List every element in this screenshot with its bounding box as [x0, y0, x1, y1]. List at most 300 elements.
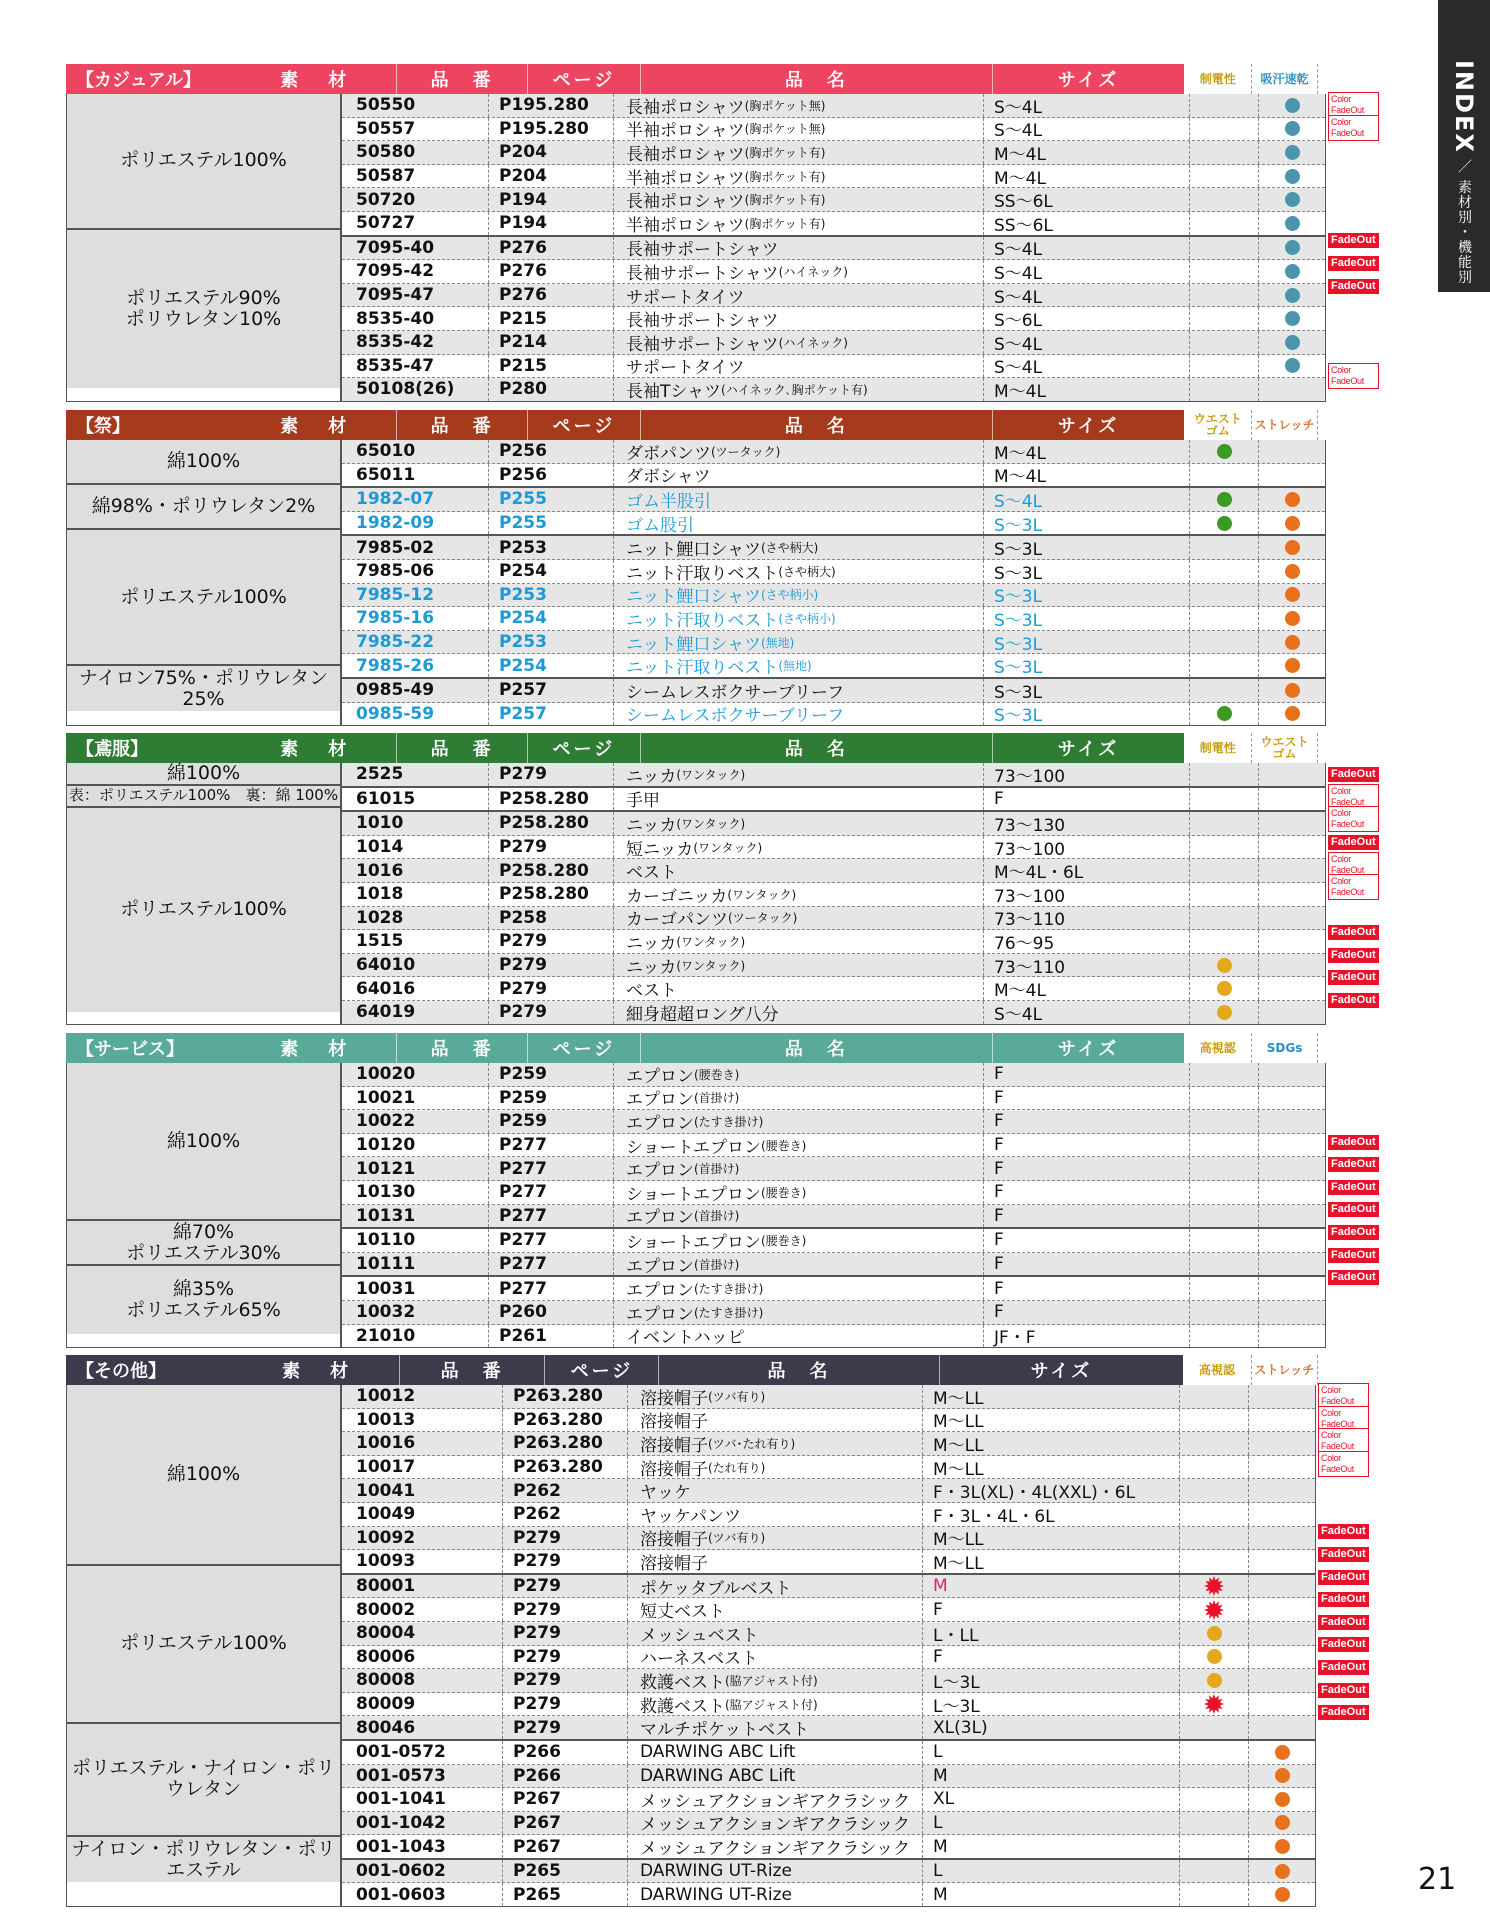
product-size: M〜4L	[983, 378, 1189, 401]
product-row	[342, 1301, 1325, 1325]
section-body	[66, 94, 1326, 402]
feature-1-cell	[1189, 464, 1258, 487]
feature-dot-icon	[1285, 587, 1300, 602]
product-name: 長袖ポロシャツ (胸ポケット有)	[613, 188, 983, 211]
product-number: 50557	[356, 118, 416, 139]
material-group: ポリエステル100%	[67, 1566, 340, 1724]
product-page: P279	[488, 836, 613, 859]
product-size: 76〜95	[983, 930, 1189, 953]
product-number: 1982-09	[356, 513, 435, 534]
product-size: M〜LL	[922, 1550, 1179, 1573]
product-page: P263.280	[502, 1432, 627, 1455]
product-page: P279	[502, 1622, 627, 1645]
product-number: 10110	[356, 1230, 416, 1251]
feature-2-cell	[1258, 954, 1325, 977]
tag-cell	[1318, 1769, 1369, 1792]
feature-1-cell	[1189, 512, 1258, 535]
tag-cell	[1318, 1679, 1369, 1702]
fadeout-tag: FadeOut	[1328, 1248, 1379, 1263]
fadeout-tag: FadeOut	[1328, 279, 1379, 294]
fadeout-tag: FadeOut	[1318, 1615, 1369, 1630]
feature-1-cell	[1179, 1622, 1248, 1645]
feature-1-cell	[1179, 1385, 1248, 1408]
product-note: (首掛け)	[694, 1162, 740, 1177]
product-size: 73〜110	[983, 954, 1189, 977]
feature-1-cell	[1179, 1527, 1248, 1550]
feature-1-cell	[1189, 859, 1258, 882]
product-page: P260	[488, 1301, 613, 1324]
section-header	[66, 410, 1318, 440]
feature-1-cell	[1189, 883, 1258, 906]
product-row	[342, 237, 1325, 261]
feature-1-cell	[1189, 631, 1258, 654]
product-size: S〜3L	[983, 512, 1189, 535]
product-row	[342, 1883, 1315, 1906]
feature-1-cell	[1189, 188, 1258, 211]
product-row	[342, 1646, 1315, 1670]
tag-cell	[1328, 1266, 1379, 1289]
product-row	[342, 307, 1325, 331]
product-page: P258.280	[488, 812, 613, 835]
product-page: P276	[488, 237, 613, 260]
product-page: P279	[502, 1598, 627, 1621]
product-note: (腰巻き)	[694, 1067, 740, 1082]
product-number: 64016	[356, 978, 416, 999]
product-note: (たすき掛け)	[694, 1282, 764, 1297]
fadeout-tag: FadeOut	[1318, 1592, 1369, 1607]
feature-1-cell	[1189, 679, 1258, 702]
size-column-label: サイズ	[992, 733, 1185, 763]
product-name: 長袖ポロシャツ (胸ポケット有)	[613, 141, 983, 164]
product-name: DARWING UT-Rize	[627, 1860, 922, 1883]
feature-dot-icon	[1285, 98, 1300, 113]
feature-1-cell	[1179, 1835, 1248, 1858]
product-rows	[342, 440, 1325, 725]
product-row	[342, 118, 1325, 142]
fadeout-tag: FadeOut	[1318, 1683, 1369, 1698]
product-name: メッシュベスト	[627, 1622, 922, 1645]
feature-1-cell	[1189, 977, 1258, 1000]
feature-1-cell	[1189, 284, 1258, 307]
product-note: (ハイネック)	[778, 335, 848, 350]
product-number: 80004	[356, 1623, 416, 1644]
product-number: 10021	[356, 1087, 416, 1108]
material-group: 綿100%	[67, 763, 340, 786]
feature-2-cell	[1248, 1479, 1315, 1502]
product-size: F	[983, 1134, 1189, 1157]
product-page: P257	[488, 679, 613, 702]
product-number: 7985-02	[356, 537, 435, 558]
feature-1-label: 高視認	[1183, 1355, 1251, 1385]
tag-cell	[1328, 252, 1379, 275]
tag-cell	[1328, 207, 1379, 230]
section-label: 【カジュアル】	[76, 70, 201, 91]
product-name: DARWING ABC Lift	[627, 1741, 922, 1764]
product-page: P279	[502, 1669, 627, 1692]
page-column-label: ページ	[527, 1033, 640, 1063]
product-number: 1028	[356, 907, 404, 928]
product-name: ショートエプロン (腰巻き)	[613, 1181, 983, 1204]
product-name: 短ニッカ (ワンタック)	[613, 836, 983, 859]
fadeout-tag: FadeOut	[1328, 1225, 1379, 1240]
material-column	[67, 1063, 342, 1347]
product-row	[342, 1181, 1325, 1205]
tag-cell	[1318, 1611, 1369, 1634]
feature-2-cell	[1248, 1812, 1315, 1835]
product-page: P277	[488, 1134, 613, 1157]
product-page: P253	[488, 631, 613, 654]
feature-2-cell	[1258, 1134, 1325, 1157]
product-note: (首掛け)	[694, 1209, 740, 1224]
material-header	[66, 410, 396, 440]
product-page: P259	[488, 1087, 613, 1110]
product-size: M〜4L	[983, 165, 1189, 188]
product-size: JF・F	[983, 1325, 1189, 1348]
product-page: P262	[502, 1479, 627, 1502]
feature-2-cell	[1258, 654, 1325, 677]
product-row	[342, 1860, 1315, 1884]
section-hanten	[66, 733, 1376, 1025]
feature-2-cell	[1258, 1001, 1325, 1024]
section-header	[66, 64, 1318, 94]
feature-2-cell	[1248, 1456, 1315, 1479]
product-row	[342, 1765, 1315, 1789]
feature-2-cell	[1248, 1765, 1315, 1788]
product-size: S〜4L	[983, 94, 1189, 117]
material-column-label: 素 材	[280, 739, 353, 760]
feature-2-cell	[1258, 883, 1325, 906]
product-row	[342, 94, 1325, 118]
feature-1-cell	[1189, 788, 1258, 811]
product-size: S〜3L	[983, 560, 1189, 583]
product-size: F	[983, 788, 1189, 811]
product-size: F	[983, 1157, 1189, 1180]
high-visibility-burst-icon	[1204, 1694, 1224, 1714]
material-column-label: 素 材	[280, 1039, 353, 1060]
product-page: P279	[502, 1550, 627, 1573]
product-name: ニット鯉口シャツ (無地)	[613, 631, 983, 654]
product-note: (ワンタック)	[693, 840, 763, 855]
product-name: エプロン (首掛け)	[613, 1253, 983, 1276]
product-name: エプロン (たすき掛け)	[613, 1110, 983, 1133]
feature-dot-icon	[1285, 216, 1300, 231]
product-number: 10111	[356, 1254, 416, 1275]
product-note: (ワンタック)	[676, 934, 746, 949]
feature-1-cell	[1189, 1001, 1258, 1024]
feature-dot-icon	[1285, 540, 1300, 555]
product-name: 溶接帽子 (ツバ･たれ有り)	[627, 1432, 922, 1455]
feature-2-cell	[1258, 355, 1325, 378]
tag-cell	[1328, 230, 1379, 253]
product-size: SS〜6L	[983, 212, 1189, 235]
feature-dot-icon	[1217, 1005, 1232, 1020]
material-column	[67, 94, 342, 401]
feature-dot-icon	[1285, 706, 1300, 721]
product-number: 7095-40	[356, 237, 435, 258]
fadeout-tag: FadeOut	[1328, 970, 1379, 985]
product-name: ショートエプロン (腰巻き)	[613, 1134, 983, 1157]
product-row	[342, 763, 1325, 788]
product-size: S〜4L	[983, 355, 1189, 378]
tag-cell	[1318, 1566, 1369, 1589]
feature-1-cell	[1179, 1646, 1248, 1669]
product-number: 50580	[356, 142, 416, 163]
product-page: P255	[488, 488, 613, 511]
product-number: 10121	[356, 1158, 416, 1179]
product-row	[342, 1598, 1315, 1622]
feature-1-cell	[1189, 260, 1258, 283]
feature-2-cell	[1248, 1860, 1315, 1883]
product-note: (たすき掛け)	[694, 1305, 764, 1320]
product-page: P259	[488, 1110, 613, 1133]
feature-dot-icon	[1285, 635, 1300, 650]
product-name: ダボシャツ	[613, 464, 983, 487]
feature-2-cell	[1248, 1646, 1315, 1669]
material-header	[66, 1355, 399, 1385]
product-page: P276	[488, 260, 613, 283]
fadeout-tag: FadeOut	[1328, 1135, 1379, 1150]
product-note: (胸ポケット有)	[744, 145, 826, 160]
product-row	[342, 464, 1325, 489]
tag-cell	[1328, 1086, 1379, 1109]
material-column-label: 素 材	[280, 70, 353, 91]
product-row	[342, 836, 1325, 860]
product-page: P265	[502, 1883, 627, 1906]
color-fadeout-tag: Color FadeOut	[1328, 115, 1379, 141]
product-name: ニット汗取りベスト (さや柄小)	[613, 607, 983, 630]
feature-2-cell	[1248, 1716, 1315, 1739]
feature-1-cell	[1189, 378, 1258, 401]
product-number: 80009	[356, 1694, 416, 1715]
product-page: P256	[488, 440, 613, 463]
section-matsuri	[66, 410, 1318, 726]
product-size: L	[922, 1812, 1179, 1835]
product-page: P204	[488, 141, 613, 164]
product-name: 手甲	[613, 788, 983, 811]
index-side-tab	[1438, 0, 1490, 292]
tag-cell	[1318, 1634, 1369, 1657]
product-page: P265	[502, 1860, 627, 1883]
product-name: メッシュアクションギアクラシック	[627, 1788, 922, 1811]
product-page: P254	[488, 654, 613, 677]
tag-cell	[1318, 1498, 1369, 1521]
feature-2-cell	[1258, 464, 1325, 487]
product-page: P215	[488, 355, 613, 378]
size-column-label: サイズ	[992, 1033, 1185, 1063]
fadeout-tag: FadeOut	[1328, 233, 1379, 248]
product-number: 50720	[356, 189, 416, 210]
product-number: 50727	[356, 213, 416, 234]
feature-dot-icon	[1275, 1815, 1290, 1830]
product-size: 73〜130	[983, 812, 1189, 835]
product-row	[342, 703, 1325, 726]
product-note: (無地)	[760, 635, 795, 650]
fadeout-tag: FadeOut	[1318, 1660, 1369, 1675]
product-row	[342, 1741, 1315, 1765]
feature-2-label: ストレッチ	[1252, 1355, 1318, 1385]
color-fadeout-tag: Color FadeOut	[1318, 1428, 1369, 1454]
material-column	[67, 440, 342, 725]
product-number: 7095-47	[356, 285, 435, 306]
product-name: ニッカ (ワンタック)	[613, 954, 983, 977]
material-group: ナイロン・ポリウレタン・ポリエステル	[67, 1837, 340, 1882]
feature-2-cell	[1258, 631, 1325, 654]
feature-1-cell	[1189, 307, 1258, 330]
product-size: L	[922, 1741, 1179, 1764]
product-size: F	[983, 1063, 1189, 1086]
feature-2-cell	[1258, 703, 1325, 726]
product-number: 1014	[356, 837, 404, 858]
feature-dot-icon	[1285, 492, 1300, 507]
tag-cell	[1328, 1199, 1379, 1222]
product-size: S〜4L	[983, 118, 1189, 141]
feature-1-cell	[1189, 1205, 1258, 1228]
product-page: P254	[488, 607, 613, 630]
fadeout-tag: FadeOut	[1328, 993, 1379, 1008]
product-row	[342, 1409, 1315, 1433]
feature-2-cell	[1258, 977, 1325, 1000]
product-page: P258	[488, 907, 613, 930]
product-row	[342, 812, 1325, 836]
feature-2-cell	[1258, 1181, 1325, 1204]
product-name: 溶接帽子	[627, 1409, 922, 1432]
product-size: S〜4L	[983, 488, 1189, 511]
product-page: P254	[488, 560, 613, 583]
product-name: ヤッケ	[627, 1479, 922, 1502]
material-header	[66, 733, 396, 763]
section-service	[66, 1033, 1376, 1348]
product-row	[342, 536, 1325, 560]
color-fadeout-tag: Color FadeOut	[1318, 1406, 1369, 1432]
product-number: 1018	[356, 884, 404, 905]
product-page: P195.280	[488, 118, 613, 141]
tag-cell	[1328, 853, 1379, 876]
product-number: 7985-22	[356, 632, 435, 653]
product-size: F	[983, 1301, 1189, 1324]
feature-1-cell	[1179, 1575, 1248, 1598]
product-name: 溶接帽子 (ツバ有り)	[627, 1527, 922, 1550]
feature-1-cell	[1189, 141, 1258, 164]
size-column-label: サイズ	[992, 410, 1185, 440]
fadeout-tag: FadeOut	[1318, 1705, 1369, 1720]
product-number: 001-1041	[356, 1789, 446, 1810]
feature-1-cell	[1189, 331, 1258, 354]
size-column-label: サイズ	[939, 1355, 1184, 1385]
product-note: (胸ポケット有)	[744, 193, 826, 208]
product-rows	[342, 763, 1325, 1024]
tag-cell	[1318, 1724, 1369, 1747]
feature-1-cell	[1189, 355, 1258, 378]
feature-2-cell	[1258, 237, 1325, 260]
feature-2-cell	[1258, 1229, 1325, 1252]
feature-2-cell	[1248, 1409, 1315, 1432]
name-column-label: 品 名	[640, 733, 992, 763]
product-name: イベントハッピ	[613, 1325, 983, 1348]
product-name: メッシュアクションギアクラシック	[627, 1812, 922, 1835]
product-number: 21010	[356, 1325, 416, 1346]
product-number: 65010	[356, 441, 416, 462]
product-name: カーゴニッカ (ワンタック)	[613, 883, 983, 906]
product-note: (胸ポケット有)	[744, 216, 826, 231]
feature-1-cell	[1179, 1432, 1248, 1455]
feature-dot-icon	[1285, 192, 1300, 207]
feature-1-cell	[1179, 1503, 1248, 1526]
material-group: 綿98%・ポリウレタン2%	[67, 485, 340, 530]
feature-1-cell	[1179, 1860, 1248, 1883]
product-row	[342, 378, 1325, 401]
feature-dot-icon	[1217, 981, 1232, 996]
product-page: P279	[488, 954, 613, 977]
product-note: (腰巻き)	[760, 1185, 807, 1200]
product-page: P266	[502, 1741, 627, 1764]
product-size: SS〜6L	[983, 188, 1189, 211]
product-row	[342, 1693, 1315, 1717]
feature-1-cell	[1189, 165, 1258, 188]
product-row	[342, 1087, 1325, 1111]
section-label: 【鳶服】	[76, 739, 148, 760]
tag-cell	[1318, 1747, 1369, 1770]
feature-dot-icon	[1285, 169, 1300, 184]
product-note: (ワンタック)	[676, 767, 746, 782]
feature-1-cell	[1189, 118, 1258, 141]
feature-2-cell	[1258, 1253, 1325, 1276]
section-other	[66, 1355, 1366, 1907]
product-row	[342, 1157, 1325, 1181]
product-page: P194	[488, 212, 613, 235]
color-fadeout-tag: Color FadeOut	[1318, 1451, 1369, 1477]
material-group: 綿70% ポリエステル30%	[67, 1221, 340, 1266]
feature-1-cell	[1189, 907, 1258, 930]
product-row	[342, 1788, 1315, 1812]
product-size: F	[983, 1205, 1189, 1228]
product-number: 8535-40	[356, 308, 435, 329]
product-note: (たれ有り)	[708, 1460, 766, 1475]
tag-cell	[1328, 297, 1379, 320]
material-group: 表：ポリエステル100% 裏：綿 100%	[67, 786, 340, 809]
product-size: F・3L・4L・6L	[922, 1503, 1179, 1526]
feature-1-cell	[1189, 488, 1258, 511]
product-page: P258.280	[488, 788, 613, 811]
color-fadeout-tag: Color FadeOut	[1328, 92, 1379, 118]
product-row	[342, 1205, 1325, 1230]
material-header	[66, 64, 396, 94]
feature-2-cell	[1258, 763, 1325, 786]
product-number: 10031	[356, 1278, 416, 1299]
product-number: 1982-07	[356, 489, 435, 510]
feature-2-cell	[1258, 165, 1325, 188]
material-group: 綿100%	[67, 440, 340, 485]
feature-dot-icon	[1285, 311, 1300, 326]
feature-2-cell	[1248, 1598, 1315, 1621]
color-fadeout-tag: Color FadeOut	[1318, 1383, 1369, 1409]
product-note: (脇アジャスト付)	[725, 1697, 818, 1712]
tag-cell	[1328, 1289, 1379, 1312]
product-row	[342, 1001, 1325, 1024]
product-rows	[342, 1385, 1315, 1906]
product-name: ゴム半股引	[613, 488, 983, 511]
tag-cell	[1318, 1656, 1369, 1679]
product-page: P279	[488, 977, 613, 1000]
feature-1-cell	[1179, 1716, 1248, 1739]
feature-2-cell	[1258, 1087, 1325, 1110]
feature-1-cell	[1189, 1063, 1258, 1086]
material-group: ポリエステル100%	[67, 530, 340, 666]
product-page: P195.280	[488, 94, 613, 117]
feature-2-cell	[1258, 536, 1325, 559]
tag-cell	[1328, 1221, 1379, 1244]
product-name: ショートエプロン (腰巻き)	[613, 1229, 983, 1252]
num-column-label: 品 番	[396, 1033, 527, 1063]
